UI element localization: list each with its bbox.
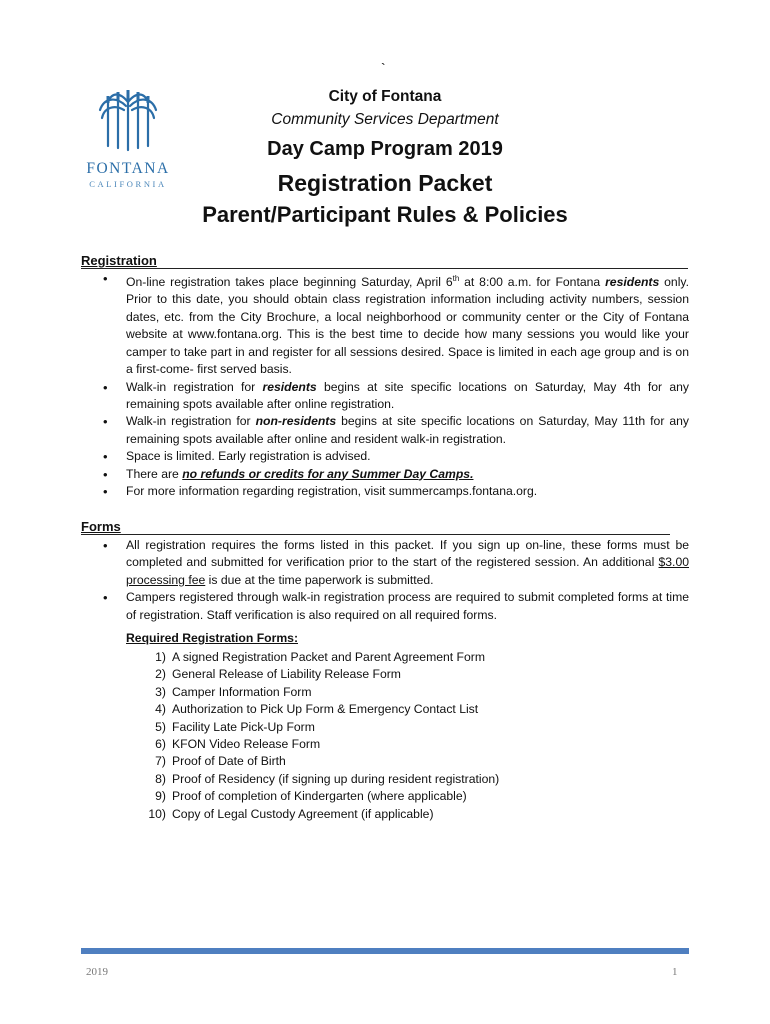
required-form-item — [126, 719, 499, 736]
document-title: Registration Packet — [277, 170, 493, 196]
department-name: Community Services Department — [271, 111, 499, 128]
required-form-text: Camper Information Form — [172, 684, 312, 699]
registration-heading-text: Registration — [81, 253, 157, 268]
document-subtitle: Parent/Participant Rules & Policies — [202, 202, 568, 227]
forms-item-walkin: • Campers registered through walk-in registration process are required to submit completed forms at time of registration. Staff verification is also required on all required forms. — [81, 589, 689, 624]
required-form-item — [126, 771, 499, 788]
program-title: Day Camp Program 2019 — [267, 138, 503, 160]
registration-item-space: • Space is limited. Early registration is advised. — [81, 448, 689, 465]
required-form-item — [126, 701, 499, 718]
footer-year: 2019 — [86, 966, 108, 978]
required-form-number: 8) — [155, 771, 166, 786]
required-form-text: Copy of Legal Custody Agreement (if applicable) — [172, 806, 434, 821]
forms-heading-text: Forms — [81, 519, 121, 534]
required-form-item — [126, 736, 499, 753]
required-form-number: 7) — [155, 754, 166, 769]
required-form-item — [126, 806, 499, 823]
required-form-number: 3) — [155, 684, 166, 699]
required-forms-heading: Required Registration Forms: — [126, 631, 298, 645]
required-form-text: Authorization to Pick Up Form & Emergency Contact List — [172, 702, 479, 717]
registration-item-walkin-residents: • Walk-in registration for residents begins at site specific locations on Saturday, May 4th for any remaining spots available after online registration. — [81, 379, 689, 414]
forms-item-online: • All registration requires the forms listed in this packet. If you sign up on-line, these forms must be completed and submitted for verification prior to the start of the registered session. An additional $3.00 processing fee is due at the time paperwork is submitted. — [81, 537, 689, 589]
footer-bar — [81, 948, 689, 954]
required-form-item — [126, 753, 499, 770]
required-form-text: Proof of Date of Birth — [172, 754, 286, 769]
logo-name: FONTANA — [86, 160, 170, 177]
required-form-number: 10) — [148, 806, 166, 821]
page-number: 1 — [672, 966, 678, 978]
required-form-text: Facility Late Pick-Up Form — [172, 719, 315, 734]
required-form-item — [126, 684, 499, 701]
registration-heading — [81, 253, 688, 269]
required-form-text: KFON Video Release Form — [172, 737, 321, 752]
forms-list — [81, 537, 689, 624]
registration-item-refunds: • There are no refunds or credits for any Summer Day Camps. — [81, 466, 689, 483]
registration-list — [81, 270, 689, 500]
registration-item-more-info: • For more information regarding registration, visit summercamps.fontana.org. — [81, 483, 689, 500]
forms-heading — [81, 519, 670, 535]
required-form-number: 1) — [155, 650, 166, 664]
required-forms-list — [126, 649, 499, 823]
required-form-item — [126, 666, 499, 683]
required-form-number: 5) — [155, 719, 166, 734]
required-form-number: 6) — [155, 737, 166, 752]
registration-item-online: • On-line registration takes place beginning Saturday, April 6th at 8:00 a.m. for Fontana residents only. Prior to this date, you should obtain class registration information including activity numbers, session dates, etc. from the City Brochure, a local neighborhood or community center or the City of Fontana website at www.fontana.org. This is the best time to decide how many sessions you would like your camper to take part in and register for all sessions desired. Space is limited in each age group and is on a first-come- first served basis. — [81, 270, 689, 379]
required-form-number: 9) — [155, 789, 166, 804]
required-form-item — [126, 788, 499, 805]
city-name: City of Fontana — [328, 88, 442, 105]
stray-mark: ` — [381, 60, 386, 76]
required-form-text: A signed Registration Packet and Parent Agreement Form — [172, 650, 485, 664]
registration-item-walkin-nonresidents: • Walk-in registration for non-residents begins at site specific locations on Saturday, May 11th for any remaining spots available after online and resident walk-in registration. — [81, 413, 689, 448]
required-form-number: 2) — [155, 667, 166, 682]
required-form-text: Proof of completion of Kindergarten (where applicable) — [172, 789, 467, 804]
required-form-item — [126, 649, 499, 666]
required-form-text: Proof of Residency (if signing up during resident registration) — [172, 771, 500, 786]
required-form-text: General Release of Liability Release Form — [172, 667, 401, 682]
required-form-number: 4) — [155, 702, 166, 717]
logo-subtitle: CALIFORNIA — [89, 179, 167, 189]
